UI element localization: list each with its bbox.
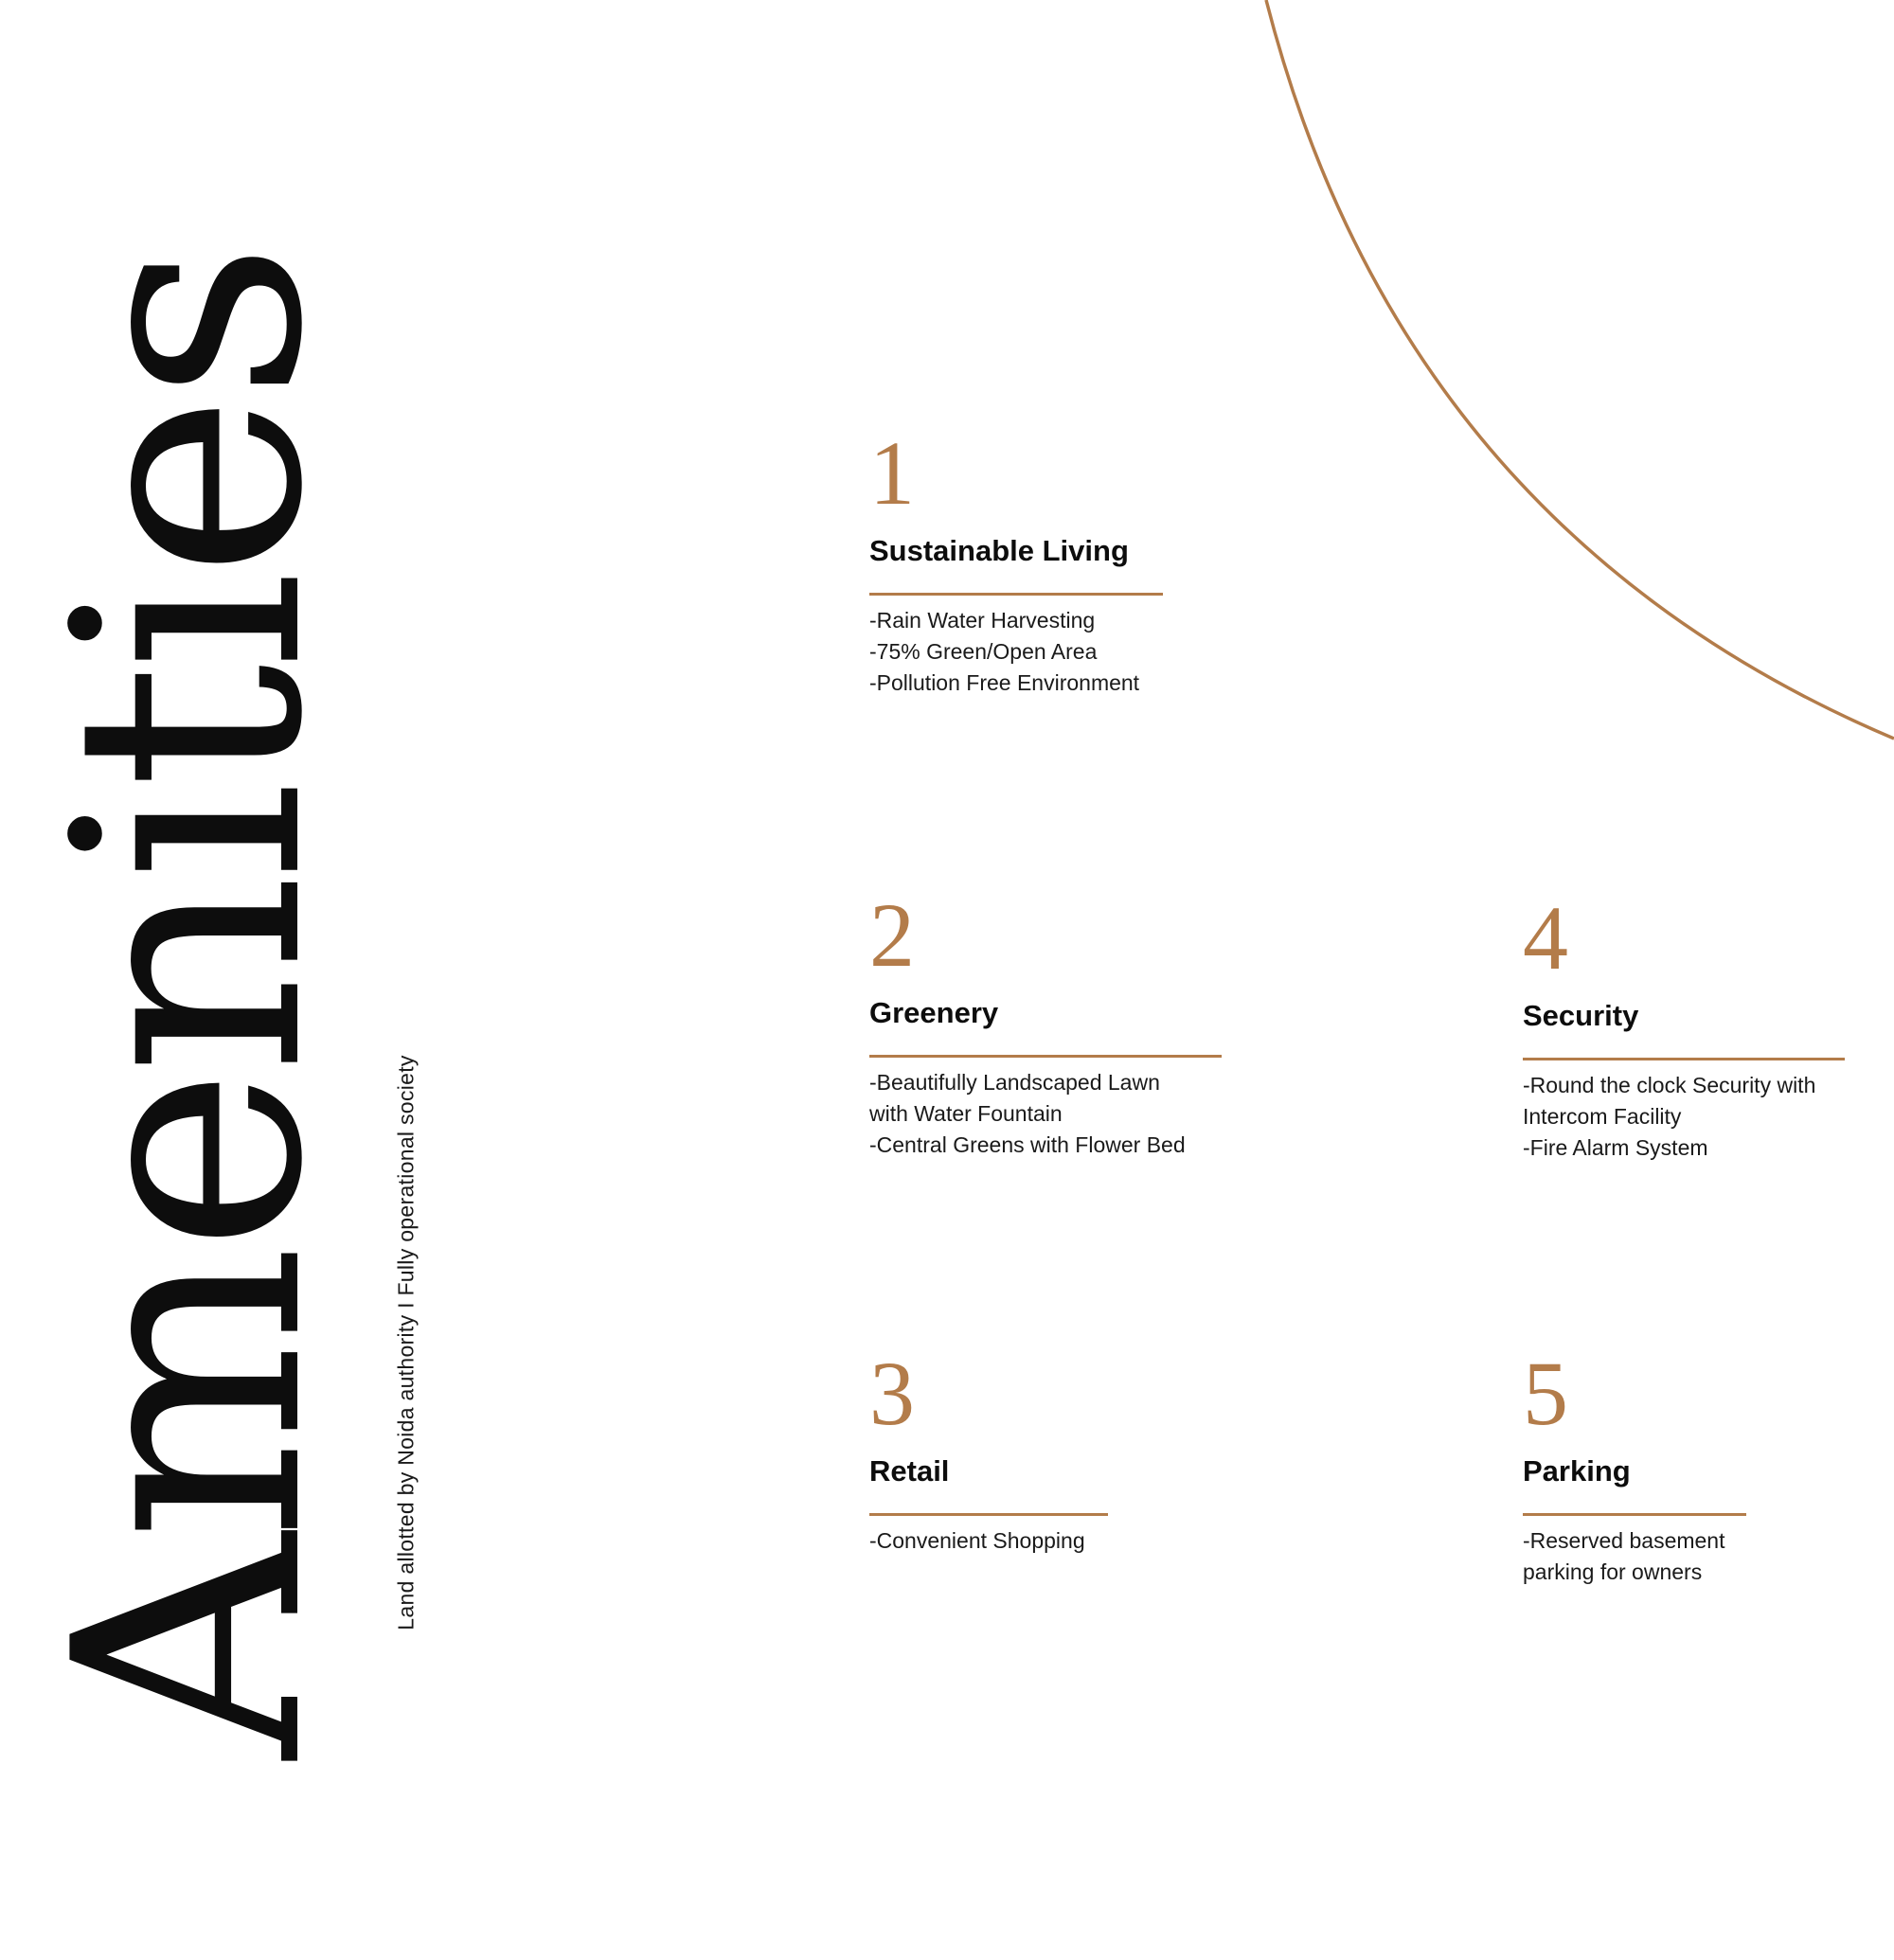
- amenity-item: -Beautifully Landscaped Lawn: [869, 1070, 1160, 1095]
- amenity-item-list: [1523, 1070, 1845, 1164]
- amenity-item-list: [869, 1067, 1222, 1161]
- amenity-sustainable-living: [869, 422, 1163, 699]
- amenity-item-list: [869, 605, 1163, 699]
- amenity-number: 4: [1523, 887, 1568, 989]
- page-title: Amenities: [8, 248, 371, 1759]
- amenity-item: -Reserved basement: [1523, 1528, 1725, 1553]
- amenity-number: 3: [869, 1343, 915, 1444]
- amenity-heading: Security: [1523, 999, 1639, 1032]
- amenity-number: 5: [1523, 1343, 1568, 1444]
- amenity-item: -75% Green/Open Area: [869, 639, 1098, 664]
- page-subtitle: Land allotted by Noida authority I Fully operational society: [393, 1055, 419, 1630]
- amenity-parking: [1523, 1343, 1746, 1588]
- amenity-divider: [869, 593, 1163, 596]
- amenity-item: with Water Fountain: [869, 1101, 1063, 1126]
- amenity-divider: [869, 1055, 1222, 1058]
- amenity-greenery: [869, 884, 1222, 1161]
- amenity-number: 1: [869, 422, 915, 524]
- amenity-heading: Parking: [1523, 1454, 1631, 1488]
- amenity-retail: [869, 1343, 1108, 1557]
- amenity-number: 2: [869, 884, 915, 986]
- amenity-item: -Convenient Shopping: [869, 1528, 1085, 1553]
- amenity-divider: [1523, 1513, 1746, 1516]
- amenity-divider: [1523, 1058, 1845, 1060]
- amenity-item-list: [869, 1525, 1108, 1557]
- amenity-divider: [869, 1513, 1108, 1516]
- amenity-security: [1523, 887, 1845, 1164]
- amenity-item: -Rain Water Harvesting: [869, 608, 1096, 633]
- amenity-item: -Central Greens with Flower Bed: [869, 1132, 1186, 1157]
- amenity-item: parking for owners: [1523, 1559, 1703, 1584]
- amenity-heading: Retail: [869, 1454, 950, 1488]
- amenity-item: -Round the clock Security with: [1523, 1073, 1816, 1097]
- amenity-item: -Pollution Free Environment: [869, 670, 1140, 695]
- amenity-heading: Greenery: [869, 996, 999, 1029]
- amenity-heading: Sustainable Living: [869, 534, 1129, 567]
- amenity-item: Intercom Facility: [1523, 1104, 1682, 1129]
- amenity-item-list: [1523, 1525, 1746, 1588]
- amenity-item: -Fire Alarm System: [1523, 1135, 1708, 1160]
